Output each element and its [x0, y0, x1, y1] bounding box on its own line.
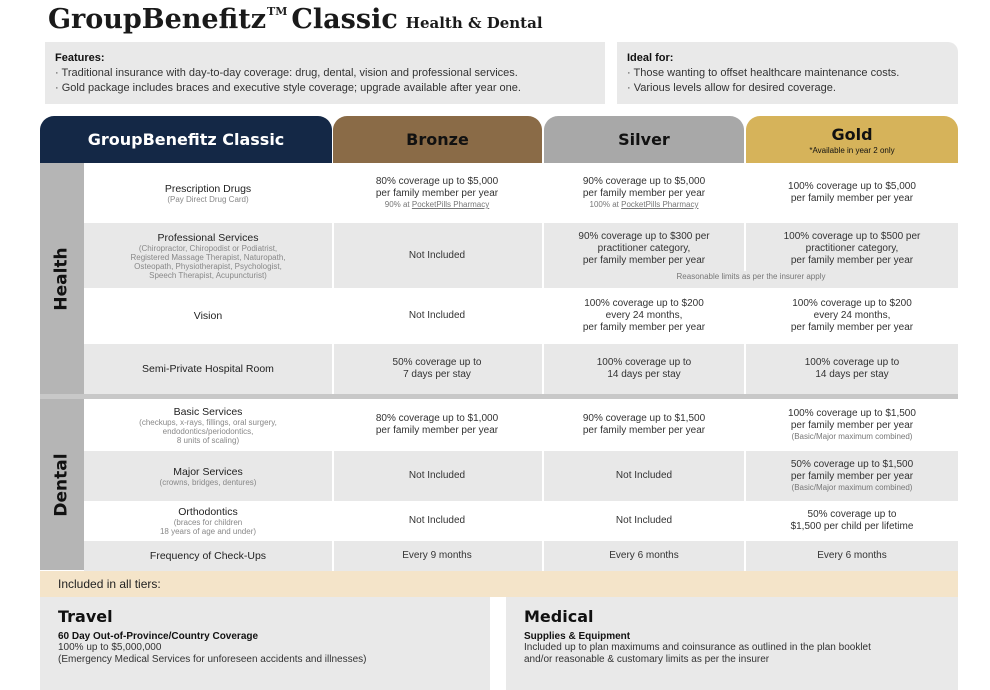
table-row: Major Services (crowns, bridges, dentures) Not Included Not Included 50% coverage up to $1,500 per family member per year (Basic/Major maximum combined)	[84, 451, 958, 501]
section-health: Health	[40, 163, 84, 394]
pocketpills-link[interactable]: PocketPills Pharmacy	[411, 200, 490, 209]
trademark-mark: TM	[267, 5, 288, 18]
medical-heading: Medical	[524, 607, 594, 626]
section-dental: Dental	[40, 399, 84, 570]
table-row: Orthodontics (braces for children 18 years of age and under) Not Included Not Included 50% coverage up to $1,500 per child per lifetime	[84, 501, 958, 541]
page-title	[48, 4, 543, 44]
table-row: Frequency of Check-Ups Every 9 months Every 6 months Every 6 months	[84, 541, 958, 571]
ideal-for-box	[617, 42, 958, 104]
header-silver: Silver	[544, 116, 744, 163]
comparison-table	[40, 116, 958, 571]
medical-box: Medical Supplies & Equipment Included up to plan maximums and coinsurance as outlined in the plan booklet and/or reasonable & customary limits as per the insurer	[506, 597, 958, 690]
ideal-line: · Those wanting to offset healthcare maintenance costs.	[627, 67, 900, 79]
brand-classic: Classic	[291, 4, 398, 35]
gold-availability-note: *Available in year 2 only	[809, 145, 895, 155]
table-row: Semi-Private Hospital Room 50% coverage up to 7 days per stay 100% coverage up to 14 days per stay 100% coverage up to 14 days per stay	[84, 344, 958, 394]
table-row: Prescription Drugs (Pay Direct Drug Card) 80% coverage up to $5,000 per family member per year 90% at PocketPills Pharmacy 90% coverage up to $5,000 per family member per year 100% at PocketPills Pharmacy 100% coverage up to $5,000 per family member per year	[84, 163, 958, 223]
brand-name: GroupBenefitz	[48, 4, 267, 35]
page-subtitle: Health & Dental	[405, 14, 543, 32]
table-row: Professional Services (Chiropractor, Chiropodist or Podiatrist, Registered Massage Therapist, Naturopath, Osteopath, Physiotherapist, Psychologist, Speech Therapist, Acupuncturist) Not Included 90% coverage up to $300 per practitioner category, per family member per year 100% coverage up to $500 per practitioner category, per family member per year Reasonable limits as per the insurer apply	[84, 223, 958, 288]
features-line: · Traditional insurance with day-to-day coverage: drug, dental, vision and professional services.	[55, 67, 518, 79]
features-box	[45, 42, 605, 104]
reasonable-limits-note: Reasonable limits as per the insurer apply	[676, 272, 826, 281]
header-bronze: Bronze	[333, 116, 542, 163]
travel-heading: Travel	[58, 607, 113, 626]
included-all-tiers: Included in all tiers:	[40, 571, 958, 597]
travel-box: Travel 60 Day Out-of-Province/Country Coverage 100% up to $5,000,000 (Emergency Medical Services for unforeseen accidents and illnesses)	[40, 597, 490, 690]
header-plan: GroupBenefitz Classic	[40, 116, 332, 163]
header-gold: Gold *Available in year 2 only	[746, 116, 958, 163]
features-heading: Features:	[55, 52, 105, 64]
features-line: · Gold package includes braces and executive style coverage; upgrade available after year one.	[55, 82, 521, 94]
table-row: Basic Services (checkups, x-rays, fillings, oral surgery, endodontics/periodontics, 8 units of scaling) 80% coverage up to $1,000 per family member per year 90% coverage up to $1,500 per family member per year 100% coverage up to $1,500 per family member per year (Basic/Major maximum combined)	[84, 399, 958, 451]
table-row: Vision Not Included 100% coverage up to $200 every 24 months, per family member per year 100% coverage up to $200 every 24 months, per family member per year	[84, 288, 958, 344]
pocketpills-link[interactable]: PocketPills Pharmacy	[621, 200, 699, 209]
ideal-heading: Ideal for:	[627, 52, 674, 64]
ideal-line: · Various levels allow for desired coverage.	[627, 82, 836, 94]
